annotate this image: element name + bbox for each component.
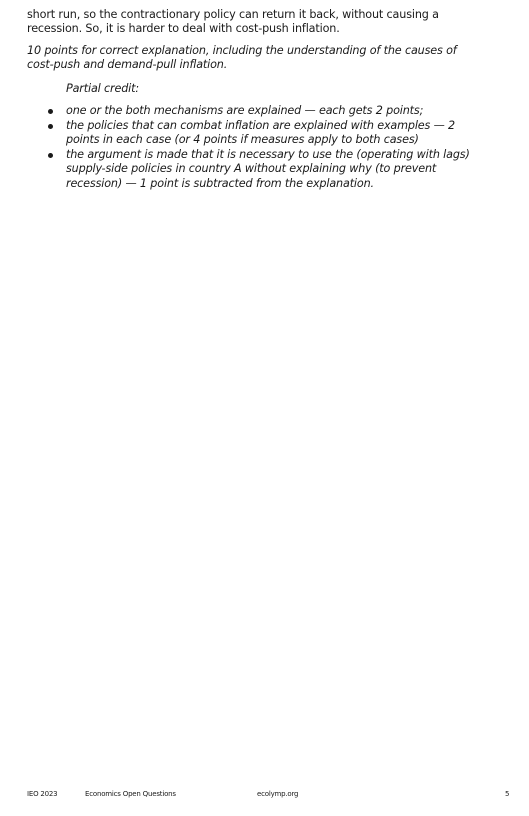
- footer-section: Economics Open Questions: [85, 790, 176, 798]
- bullet-icon: [48, 153, 53, 158]
- text-line: cost-push and demand-pull inflation.: [27, 57, 228, 71]
- text-line: 10 points for correct explanation, including the understanding of the causes of: [27, 44, 457, 57]
- list-item: [0, 119, 529, 148]
- page-number: 5: [505, 790, 510, 798]
- partial-credit-label: Partial credit:: [66, 82, 139, 95]
- footer-event: IEO 2023: [27, 790, 58, 798]
- text-line: recession) — 1 point is subtracted from the explanation.: [66, 176, 374, 190]
- paragraph-scoring: [27, 44, 507, 71]
- text-line: one or the both mechanisms are explained — each gets 2 points;: [66, 104, 424, 117]
- page-footer: [0, 790, 529, 800]
- text-line: short run, so the contractionary policy can return it back, without causing a: [27, 8, 439, 21]
- list-item: [0, 148, 529, 192]
- paragraph-conclusion: [27, 8, 507, 35]
- text-line: the argument is made that it is necessary to use the (operating with lags): [66, 147, 470, 161]
- text-line: points in each case (or 4 points if measures apply to both cases): [66, 133, 419, 146]
- bullet-icon: [48, 124, 53, 129]
- text-line: the policies that can combat inflation are explained with examples — 2: [66, 118, 456, 132]
- partial-credit-list: [0, 104, 529, 191]
- bullet-icon: [48, 109, 53, 114]
- list-item: [0, 104, 529, 119]
- text-line: recession. So, it is harder to deal with cost-push inflation.: [27, 21, 340, 35]
- footer-website-link[interactable]: ecolymp.org: [257, 790, 299, 798]
- text-line: supply-side policies in country A without explaining why (to prevent: [66, 162, 437, 175]
